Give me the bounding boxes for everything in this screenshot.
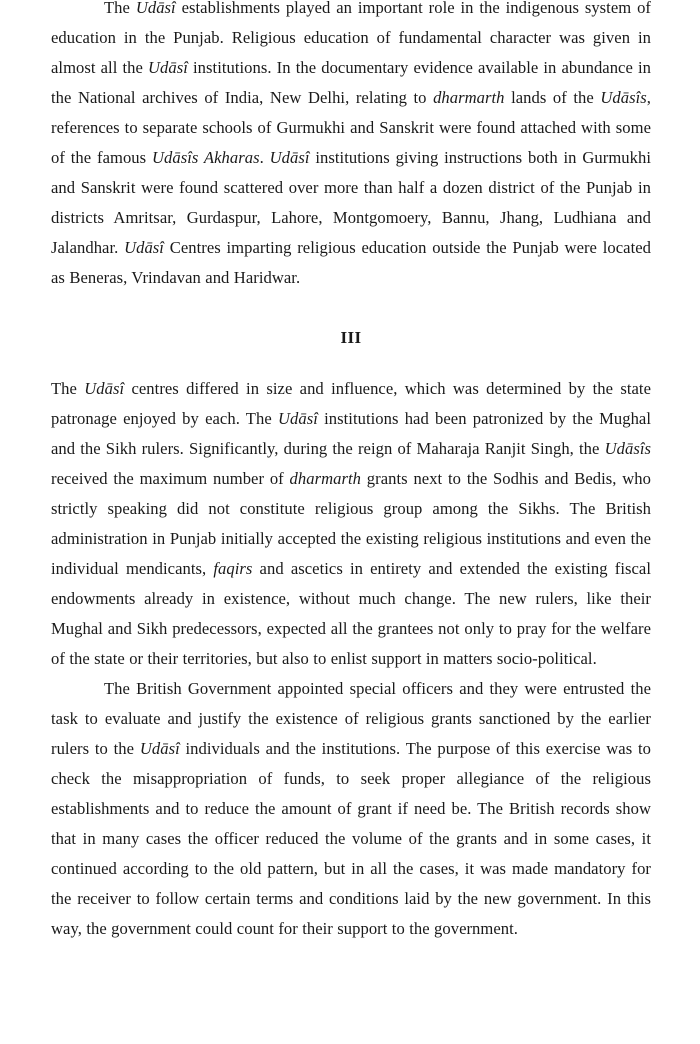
section-heading-three: III	[340, 328, 362, 347]
paragraph-british-government: The British Government appointed special officers and they were entrusted the task to evaluate and justify the existence of religious grants sanctioned by the earlier rulers to the Udāsî individuals and the institutions. The purpose of this exercise was to check the misappropriation of funds, to seek proper allegiance of the religious establishments and to reduce the amount of grant if need be. The British records show that in many cases the officer reduced the volume of the grants and in some cases, it continued according to the old pattern, but in all the cases, it was made mandatory for the receiver to follow certain terms and conditions laid by the new government. In this way, the government could count for their support to the government.	[51, 679, 651, 938]
text-column	[51, 0, 651, 944]
spacer-after-heading	[51, 353, 651, 374]
paragraph-udasi-establishments: The Udāsî establishments played an important role in the indigenous system of education in the Punjab. Religious education of fundamental character was given in almost all the Udāsî institutions. In the documentary evidence available in abundance in the National archives of India, New Delhi, relating to dharmarth lands of the Udāsîs, references to separate schools of Gurmukhi and Sanskrit were found attached with some of the famous Udāsîs Akharas. Udāsî institutions giving instructions both in Gurmukhi and Sanskrit were found scattered over more than half a dozen district of the Punjab in districts Amritsar, Gurdaspur, Lahore, Montgomoery, Bannu, Jhang, Ludhiana and Jalandhar. Udāsî Centres imparting religious education outside the Punjab were located as Beneras, Vrindavan and Haridwar.	[51, 0, 651, 287]
spacer-before-heading	[51, 293, 651, 323]
paragraph-udasi-centres: The Udāsî centres differed in size and influence, which was determined by the state patronage enjoyed by each. The Udāsî institutions had been patronized by the Mughal and the Sikh rulers. Significantly, during the reign of Maharaja Ranjit Singh, the Udāsîs received the maximum number of dharmarth grants next to the Sodhis and Bedis, who strictly speaking did not constitute religious group among the Sikhs. The British administration in Punjab initially accepted the existing religious institutions and even the individual mendicants, faqirs and ascetics in entirety and extended the existing fiscal endowments already in existence, without much change. The new rulers, like their Mughal and Sikh predecessors, expected all the grantees not only to pray for the welfare of the state or their territories, but also to enlist support in matters socio-political.	[51, 379, 652, 668]
